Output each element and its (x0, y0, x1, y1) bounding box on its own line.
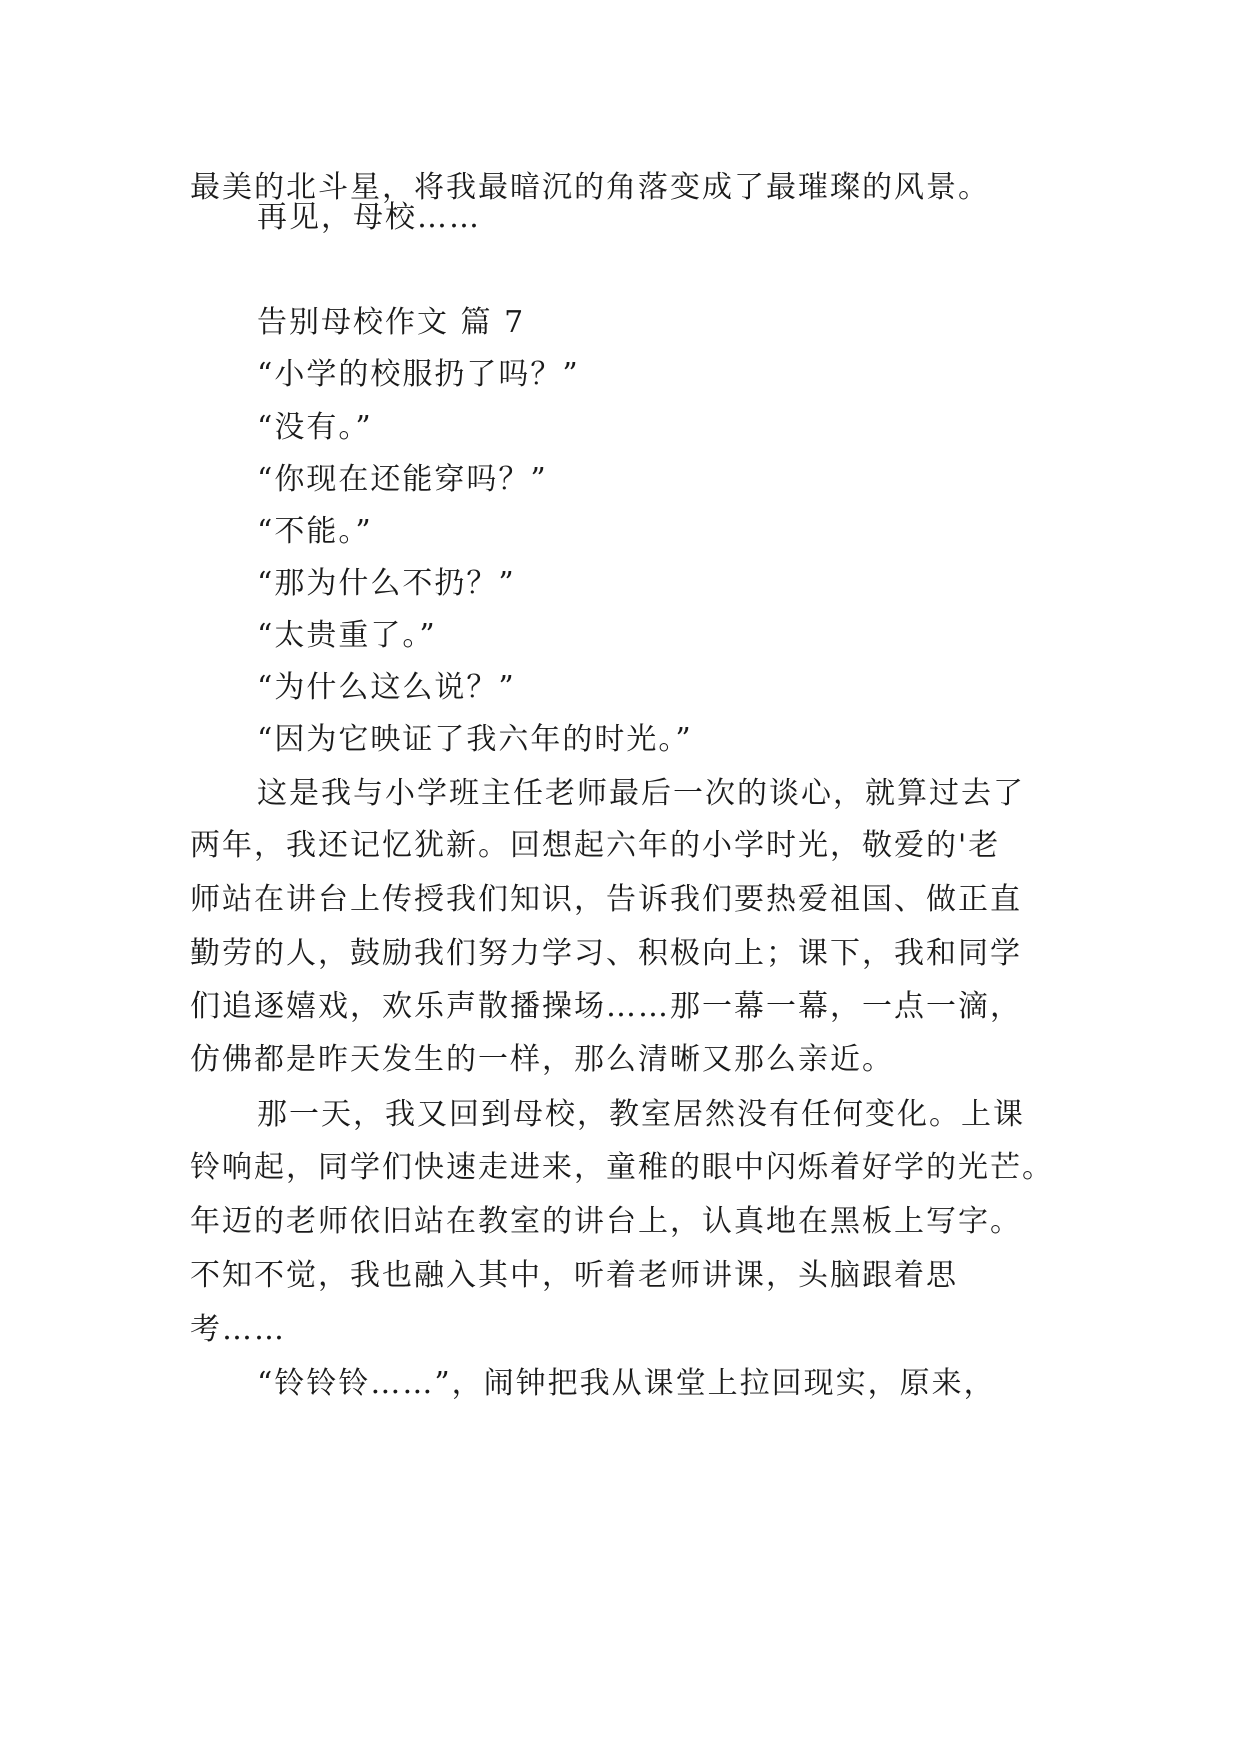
paragraph-line: 勤劳的人，鼓励我们努力学习、积极向上；课下，我和同学 (190, 936, 1022, 971)
paragraph-line: 年迈的老师依旧站在教室的讲台上，认真地在黑板上写字。 (190, 1204, 1022, 1239)
paragraph-line: 这是我与小学班主任老师最后一次的谈心，就算过去了 (257, 776, 1025, 811)
paragraph-line: 那一天，我又回到母校，教室居然没有任何变化。上课 (257, 1097, 1025, 1132)
dialogue-line: “太贵重了。” (257, 618, 437, 653)
dialogue-line: “为什么这么说？” (257, 670, 516, 705)
paragraph-line: 最美的北斗星，将我最暗沉的角落变成了最璀璨的风景。 (190, 170, 990, 205)
dialogue-line: “不能。” (257, 514, 373, 549)
paragraph-line: 师站在讲台上传授我们知识，告诉我们要热爱祖国、做正直 (190, 882, 1022, 917)
paragraph-line: 仿佛都是昨天发生的一样，那么清晰又那么亲近。 (190, 1042, 894, 1077)
dialogue-line: “没有。” (257, 410, 373, 445)
paragraph-line: “铃铃铃……”，闹钟把我从课堂上拉回现实，原来， (257, 1366, 996, 1401)
dialogue-line: “那为什么不扔？” (257, 566, 516, 601)
paragraph-line: 两年，我还记忆犹新。回想起六年的小学时光，敬爱的'老 (190, 828, 1001, 863)
paragraph-line: 铃响起，同学们快速走进来，童稚的眼中闪烁着好学的光芒。 (190, 1150, 1054, 1185)
paragraph-line: 再见，母校…… (257, 200, 481, 235)
dialogue-line: “因为它映证了我六年的时光。” (257, 722, 693, 757)
paragraph-line: 们追逐嬉戏，欢乐声散播操场……那一幕一幕，一点一滴， (190, 989, 1022, 1024)
paragraph-line: 不知不觉，我也融入其中，听着老师讲课，头脑跟着思 (190, 1258, 958, 1293)
dialogue-line: “小学的校服扔了吗？” (257, 357, 580, 392)
section-heading: 告别母校作文 篇 7 (257, 305, 526, 340)
paragraph-line: 考…… (190, 1312, 286, 1347)
dialogue-line: “你现在还能穿吗？” (257, 462, 548, 497)
